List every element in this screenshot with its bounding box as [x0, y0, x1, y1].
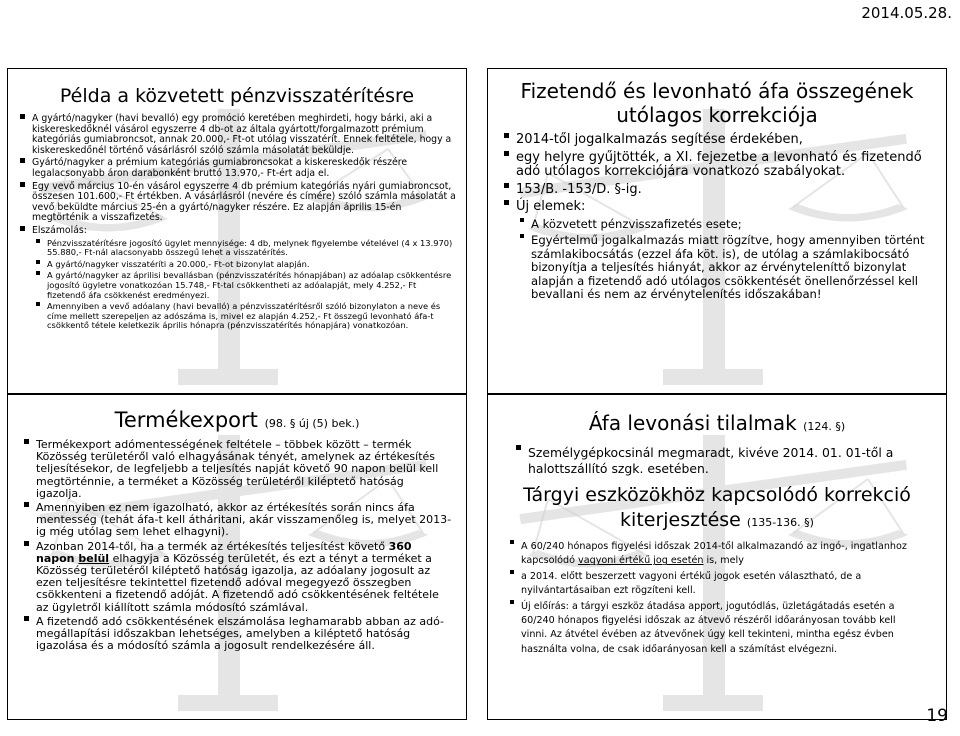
- list-item: [22, 541, 452, 614]
- list-item: [18, 182, 456, 224]
- list-item-text: A 60/240 hónapos figyelési időszak 2014-től alkalmazandó az ingó-, ingatlanhoz kapcsolódó: [521, 541, 907, 567]
- slide-subtitle-ref: (135-136. §): [746, 516, 814, 529]
- list-item: [520, 234, 930, 301]
- slide-bullet-list: [502, 133, 930, 301]
- sub-bullet-list: [36, 239, 456, 331]
- slide-subtitle: [498, 483, 936, 535]
- list-item: [18, 158, 456, 179]
- slide-title: [8, 408, 466, 432]
- list-item: [36, 302, 456, 331]
- list-item-text: Egyértelmű jogalkalmazás miatt rögzítve, hogy amennyiben történt számlakibocsátás (ezzel áfa köt. is), de utólag a számlakibocsátó bizonyítja a teljesítés hiányát, akkor az érvényteleníttő bizonylat alapján a fizetendő adó utólagos csökkentését önellenőrzéssel kell bevallani és nem az érvénytelenítés időszakában!: [531, 233, 925, 301]
- slide-bullet-list: [22, 439, 452, 652]
- list-item: [510, 540, 924, 569]
- list-item-text: a 2014. előtt beszerzett vagyoni értékű jogok esetén választható, de a nyilvántartásaiban ezt rögzíteni kell.: [521, 570, 862, 597]
- list-item-text: Pénzvisszatérítésre jogosító ügylet mennyisége: 4 db, melynek figyelembe vételével (4 x 13.970) 55.880,- Ft-nál alacsonyabb összegű lehet a visszatérítés.: [47, 237, 453, 258]
- date-stamp: 2014.05.28.: [861, 4, 952, 22]
- slide-vat-deduction-bans: [487, 394, 947, 720]
- slide-vat-correction: [487, 68, 947, 394]
- list-item-text: A gyártó/nagyker visszatéríti a 20.000,- Ft-ot bizonylat alapján.: [47, 258, 310, 269]
- list-item: [502, 200, 930, 301]
- list-item-text: A gyártó/nagyker (havi bevalló) egy promóció keretében meghirdeti, hogy bárki, aki a kiskereskedőknél vásárol egyszerre 4 db-ot az általa gyártott/forgalmazott prémium kategóriás gumiabroncsot, annak 20.000,- Ft-ot utólag visszatérít. Ennek feltétele, hogy a kiskereskedőnél történő vásárlásról szóló számla másolatát beküldje.: [32, 113, 452, 156]
- list-item-text: Elszámolás:: [32, 224, 87, 236]
- sub-bullet-list: [510, 540, 924, 657]
- list-item-text: Azonban 2014-től, ha a termék az értékesítés teljesítést követő: [36, 539, 389, 553]
- list-item-text: Amennyiben a vevő adóalany (havi bevalló) a pénzvisszatérítésről szóló bizonylaton a neve és címe mellett szerepeljen az adószáma is, mivel ez alapján 4.252,- Ft összegű levonható áfa-t csökkentő tétele keletkezik április hónapra (pénzvisszatérítés hónapjára) vonatkozóan.: [47, 301, 441, 331]
- list-item-text: 153/B. -153/D. §-ig.: [516, 181, 642, 197]
- list-item-text: A gyártó/nagyker az áprilisi bevallásban (pénzvisszatérítés hónapjában) az adóalap csökkentésre jogosító ügyletre vonatkozóan 15.748,- Ft-tal csökkentheti az adóalapját, mely 4.252,- Ft fizetendő áfa csökkenést eredményezi.: [47, 270, 452, 300]
- list-item: [18, 226, 456, 331]
- list-item: [514, 445, 906, 476]
- list-item-text: Új elemek:: [516, 199, 586, 215]
- list-item: [510, 600, 924, 658]
- list-item: [22, 502, 452, 539]
- list-item: [502, 183, 930, 198]
- list-item: [510, 570, 924, 599]
- slide-title-text: Áfa levonási tilalmak: [588, 411, 797, 435]
- slide-product-export: [7, 394, 467, 720]
- list-item: [36, 271, 456, 300]
- list-item: [502, 133, 930, 148]
- list-item: [18, 114, 456, 156]
- list-item-text: 2014-től jogalkalmazás segítése érdekében,: [516, 132, 803, 147]
- list-item-text: Gyártó/nagyker a prémium kategóriás gumiabroncsokat a kiskereskedők részére legalacsonyabb áron darabonként bruttó 13.970,- Ft-ért adja el.: [32, 157, 408, 179]
- list-item: [502, 151, 930, 180]
- list-item-text: Amennyiben ez nem igazolható, akkor az értékesítés során nincs áfa mentesség (tehát áfa-t kell átháritani, akár visszamenőleg is, melyet 2013-ig még utólag sem lehet elhagyni).: [36, 501, 452, 539]
- slide-bullet-list: [514, 445, 906, 476]
- slide-title: Fizetendő és levonható áfa összegének utólagos korrekciója: [520, 79, 914, 127]
- emphasis-within: belül: [78, 551, 110, 565]
- slide-title: [488, 411, 946, 435]
- emphasis-days: 360 napon: [36, 539, 412, 565]
- list-item: [36, 260, 456, 270]
- list-item-text: Egy vevő március 10-én vásárol egyszerre 4 db prémium kategóriás nyári gumiabroncsot, összesen 101.600,- Ft értékben. A vásárlásról (nevére és címére) szóló számla másolatát a vevő beküldte március 25-én a gyártó/nagyker részére. Ez alapján április 15-én megtörténik a visszafizetés.: [32, 180, 456, 224]
- list-item-text: is, mely: [703, 555, 744, 567]
- list-item-text: Személygépkocsinál megmaradt, kivéve 2014. 01. 01-től a halottszállító szgk. esetében.: [528, 445, 894, 476]
- list-item-text: A közvetett pénzvisszafizetés esete;: [531, 216, 742, 231]
- list-item: [22, 439, 452, 500]
- list-item-text: elhagyja a Közösség területét, és ezt a tényt a terméket a Közösség területéről kiléptető hatóság igazolja, az adóalany jogosult az ezen teljesítésre tekintettel fizetendő adóval megegyező összegben csökkenteni a fizetendő adóját. A fizetendő adó csökkentésének feltétele az ügyletről kiállított számla módosító számlával.: [36, 551, 439, 614]
- list-item: [520, 218, 930, 231]
- slide-bullet-list: [18, 114, 456, 331]
- page-number: 19: [926, 706, 948, 726]
- slide-example-refund: [7, 68, 467, 394]
- sub-bullet-list: [520, 218, 930, 301]
- slide-title: Példa a közvetett pénzvisszatérítésre: [59, 85, 415, 107]
- list-item-text: Termékexport adómentességének feltétele – többek között – termék Közösség területéről való elhagyásának tényét, amelynek az értékesítés teljesítésekor, de legfeljebb a teljesítés napját követő 90 napon belül kell megtörténnie, a terméket a Közösség területéről kiléptető hatóság igazolja.: [36, 438, 439, 500]
- underlined-text: vagyoni értékű jog esetén: [578, 555, 704, 567]
- slide-title-ref: (98. § új (5) bek.): [264, 417, 360, 430]
- list-item-text: Új előírás: a tárgyi eszköz átadása apport, jogutódlás, üzletágátadás esetén a 60/240 hónapos figyelési időszak az átvevő részéről időarányosan tovább kell vinni. Az átvétel évében az átvevőnek úgy kell tekinteni, mintha egész évben használta volna, de csak időarányosan kell a számítást elvégezni.: [521, 600, 896, 655]
- list-item-text: A fizetendő adó csökkentésének elszámolása leghamarabb abban az adó-megállapítási időszakban lehetséges, amelyben a kiléptető hatóság igazolása és a módosító számla a jogosult rendelkezésére áll.: [36, 614, 445, 653]
- list-item-text: egy helyre gyűjtötték, a XI. fejezetbe a levonható és fizetendő adó utólagos korrekciójára vonatkozó szabályokat.: [516, 149, 922, 180]
- slide-title-ref: (124. §): [803, 420, 846, 433]
- list-item: [36, 239, 456, 258]
- list-item: [22, 616, 452, 653]
- slide-title-text: Termékexport: [114, 408, 258, 432]
- slide-subtitle-text: Tárgyi eszközökhöz kapcsolódó korrekció kiterjesztése: [523, 484, 911, 531]
